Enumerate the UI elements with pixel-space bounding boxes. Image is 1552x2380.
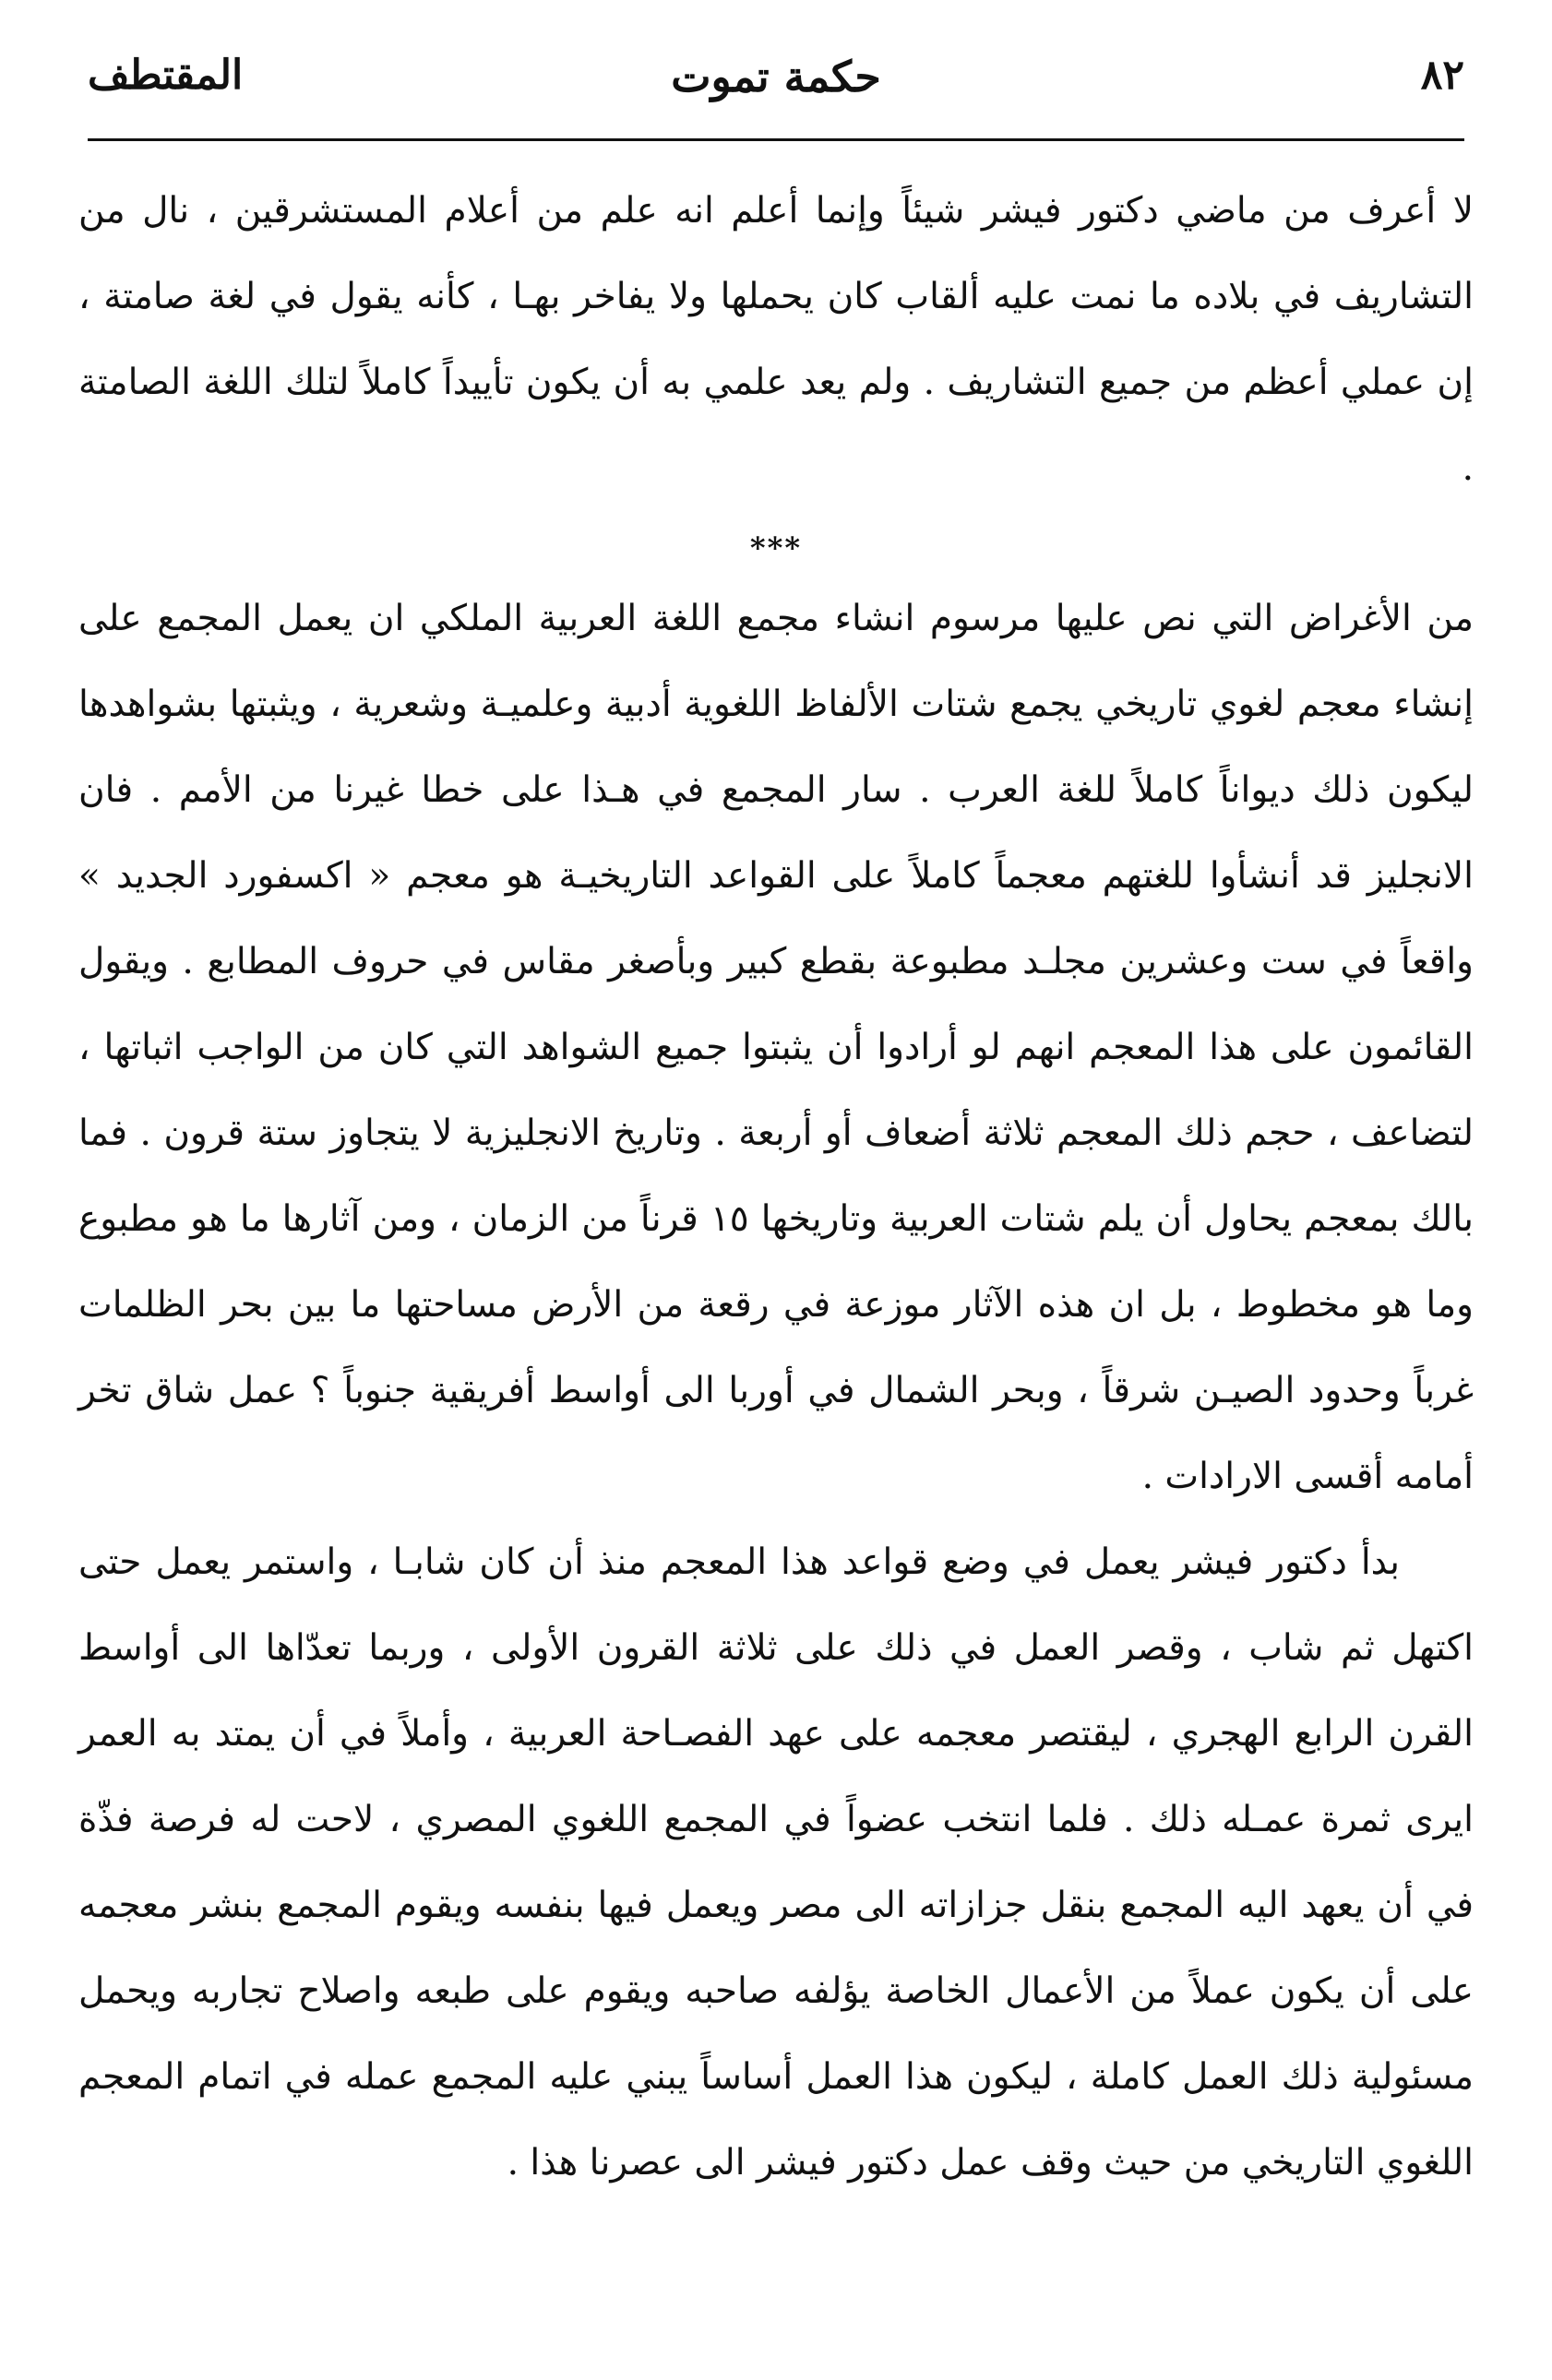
page-header xyxy=(88,44,1464,127)
journal-name: المقتطف xyxy=(88,52,244,99)
paragraph-fischer-work: بدأ دكتور فيشر يعمل في وضع قواعد هذا المعجم منذ أن كان شابـا ، واستمر يعمل حتى اكتهل ثم شاب ، وقصر العمل في ذلك على ثلاثة القرون الأولى ، وربما تعدّاها الى أواسط القرن الرابع الهجري ، ليقتصر معجمه على عهد الفصـاحة العربية ، وأملاً في أن يمتد به العمر ايرى ثمرة عمـله ذلك . فلما انتخب عضواً في المجمع اللغوي المصري ، لاحت له فرصة فذّة في أن يعهد اليه المجمع بنقل جزازاته الى مصر ويعمل فيها بنفسه ويقوم المجمع بنشر معجمه على أن يكون عملاً من الأعمال الخاصة يؤلفه صاحبه ويقوم على طبعه واصلاح تجاربه ويحمل مسئولية ذلك العمل كاملة ، ليكون هذا العمل أساساً يبني عليه المجمع عمله في اتمام المعجم اللغوي التاريخي من حيث وقف عمل دكتور فيشر الى عصرنا هذا . xyxy=(78,1541,1474,2184)
paragraph-dictionary-goal: من الأغراض التي نص عليها مرسوم انشاء مجمع اللغة العربية الملكي ان يعمل المجمع على إنشاء معجم لغوي تاريخي يجمع شتات الألفاظ اللغوية أدبية وعلميـة وشعرية ، ويثبتها بشواهدها ليكون ذلك ديواناً كاملاً للغة العرب . سار المجمع في هـذا على خطا غيرنا من الأمم . فان الانجليز قد أنشأوا للغتهم معجماً كاملاً على القواعد التاريخيـة هو معجم « اكسفورد الجديد » واقعاً في ست وعشرين مجلـد مطبوعة بقطع كبير وبأصغر مقاس في حروف المطابع . ويقول القائمون على هذا المعجم انهم لو أرادوا أن يثبتوا جميع الشواهد التي كان من الواجب اثباتها ، لتضاعف ، حجم ذلك المعجم ثلاثة أضعاف أو أربعة . وتاريخ الانجليزية لا يتجاوز ستة قرون . فما بالك بمعجم يحاول أن يلم شتات العربية وتاريخها ١٥ قرناً من الزمان ، ومن آثارها ما هو مطبوع وما هو مخطوط ، بل ان هذه الآثار موزعة في رقعة من الأرض مساحتها ما بين بحر الظلمات غرباً وحدود الصيـن شرقاً ، وبحر الشمال في أوربا الى أواسط أفريقية جنوباً ؟ عمل شاق تخر أمامه أقسى الارادات . xyxy=(78,598,1474,1497)
section-separator: *** xyxy=(749,530,803,565)
paragraph-intro: لا أعرف من ماضي دكتور فيشر شيئاً وإنما أعلم انه علم من أعلام المستشرقين ، نال من التشاريف في بلاده ما نمت عليه ألقاب كان يحملها ولا يفاخر بهـا ، كأنه يقول في لغة صامتة ، إن عملي أعظم من جميع التشاريف . ولم يعد علمي به أن يكون تأييداً كاملاً لتلك اللغة الصامتة . xyxy=(78,190,1474,489)
page-number: ٨٢ xyxy=(1420,52,1464,99)
article-body xyxy=(78,168,1474,2206)
header-divider xyxy=(88,138,1464,141)
article-title: حكمة تموت xyxy=(671,52,881,101)
